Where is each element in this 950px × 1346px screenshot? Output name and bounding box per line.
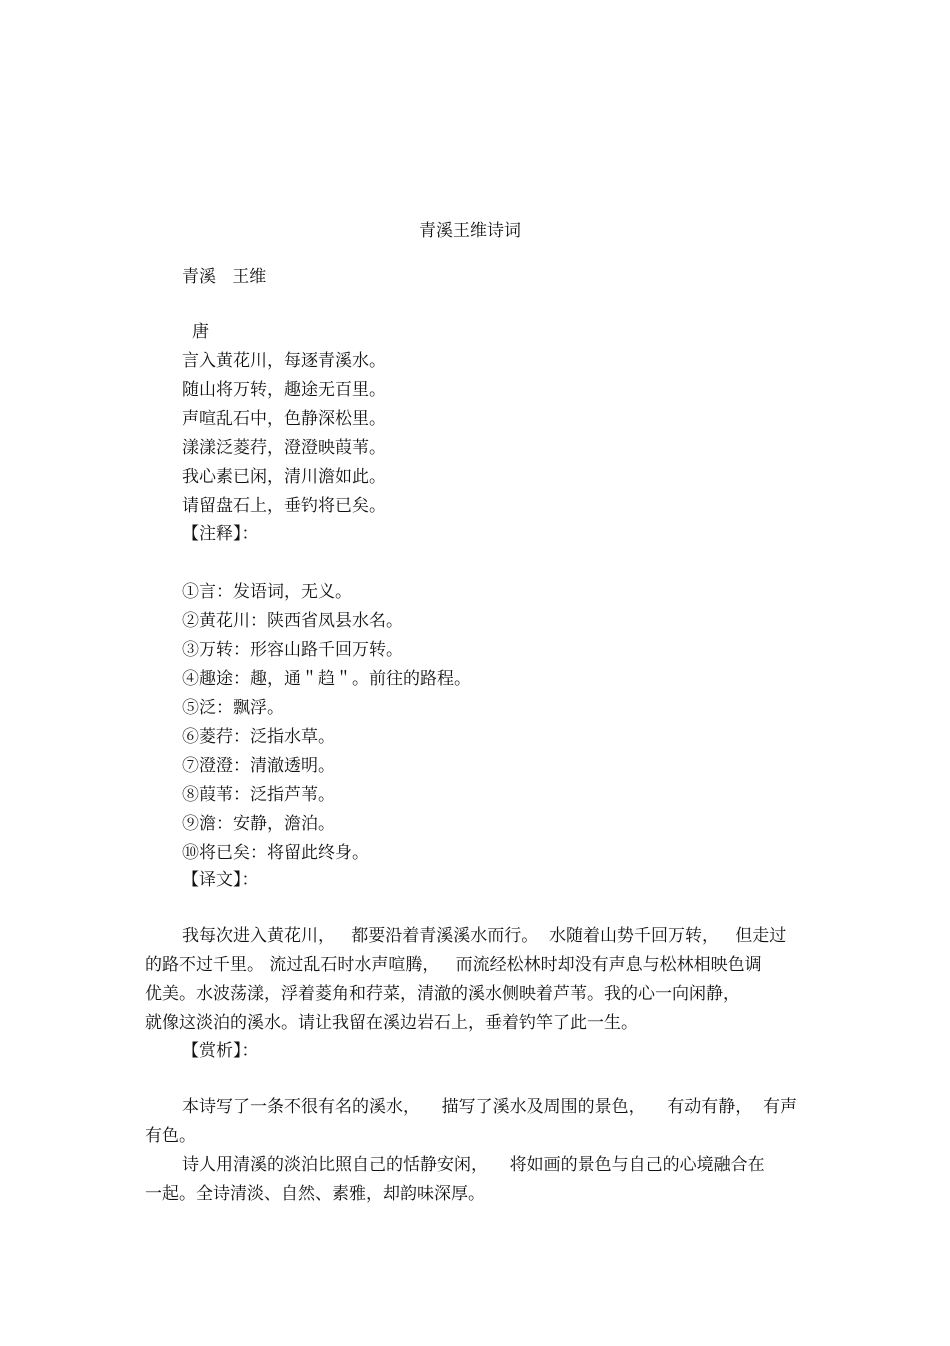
note-item: ⑦澄澄：清澈透明。 — [182, 756, 335, 776]
note-item: ③万转：形容山路千回万转。 — [182, 640, 403, 660]
note-item: ①言：发语词，无义。 — [182, 582, 352, 602]
appreciation-line: 有色。 — [145, 1126, 196, 1146]
appreciation-line: 一起。全诗清淡、自然、素雅，却韵味深厚。 — [145, 1184, 485, 1204]
translation-paragraph — [145, 922, 805, 1038]
poem-line: 我心素已闲，清川澹如此。 — [182, 467, 386, 487]
translation-label: 【译文】： — [182, 870, 259, 890]
translation-line: 就像这淡泊的溪水。请让我留在溪边岩石上，垂着钓竿了此一生。 — [145, 1013, 638, 1033]
poem-line: 随山将万转，趣途无百里。 — [182, 380, 386, 400]
note-item: ⑨澹：安静，澹泊。 — [182, 814, 335, 834]
translation-line: 我每次进入黄花川， 都要沿着青溪溪水而行。 水随着山势千回万转， 但走过 — [182, 926, 787, 946]
note-item: ②黄花川：陕西省凤县水名。 — [182, 611, 403, 631]
appreciation-paragraph-2 — [145, 1151, 805, 1209]
poem-line: 漾漾泛菱荇，澄澄映葭苇。 — [182, 438, 386, 458]
poem-body — [182, 347, 386, 521]
poem-dynasty: 唐 — [192, 322, 209, 342]
document-title: 青溪王维诗词 — [419, 221, 521, 241]
poem-line: 声喧乱石中，色静深松里。 — [182, 409, 386, 429]
note-item: ⑩将已矣：将留此终身。 — [182, 843, 369, 863]
poem-line: 请留盘石上，垂钓将已矣。 — [182, 496, 386, 516]
appreciation-line: 诗人用清溪的淡泊比照自己的恬静安闲， 将如画的景色与自己的心境融合在 — [182, 1155, 765, 1175]
note-item: ⑧葭苇：泛指芦苇。 — [182, 785, 335, 805]
appreciation-label: 【赏析】： — [182, 1041, 259, 1061]
poem-line: 言入黄花川，每逐青溪水。 — [182, 351, 386, 371]
translation-line: 的路不过千里。 流过乱石时水声喧腾， 而流经松林时却没有声息与松林相映色调 — [145, 955, 762, 975]
poem-heading: 青溪 王维 — [182, 267, 267, 287]
note-item: ⑤泛：飘浮。 — [182, 698, 284, 718]
notes-list — [182, 578, 471, 868]
appreciation-line: 本诗写了一条不很有名的溪水， 描写了溪水及周围的景色， 有动有静， 有声 — [182, 1097, 798, 1117]
note-item: ④趣途：趣，通＂趋＂。前往的路程。 — [182, 669, 471, 689]
translation-line: 优美。水波荡漾，浮着菱角和荇菜，清澈的溪水侧映着芦苇。我的心一向闲静， — [145, 984, 740, 1004]
note-item: ⑥菱荇：泛指水草。 — [182, 727, 335, 747]
appreciation-paragraph-1 — [145, 1093, 805, 1151]
notes-label: 【注释】： — [182, 524, 259, 544]
